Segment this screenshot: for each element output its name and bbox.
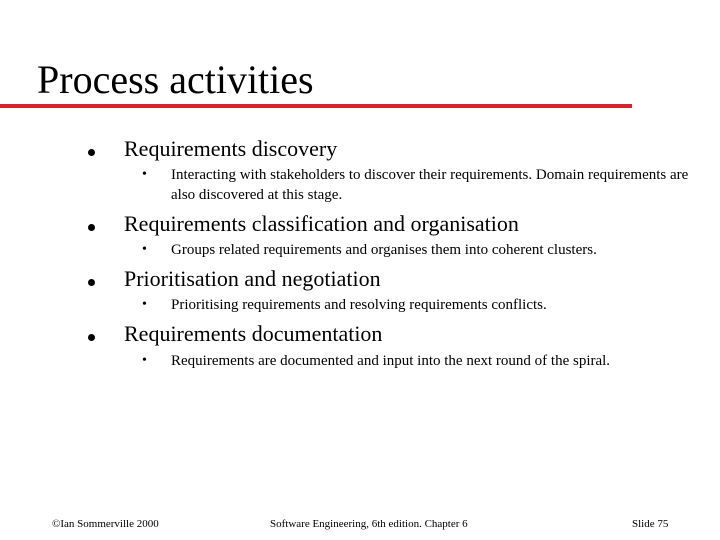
sub-item-text: Groups related requirements and organises them into coherent clusters. (171, 242, 597, 258)
sub-bullet: • (142, 167, 147, 182)
sub-bullet: • (142, 353, 147, 368)
bullet-dot (88, 149, 95, 156)
bullet-dot (88, 334, 95, 341)
list-item-label: Requirements classification and organisation (124, 211, 519, 236)
bullet-dot (88, 224, 95, 231)
list-item-label: Prioritisation and negotiation (124, 266, 381, 291)
sub-item-text: Requirements are documented and input into the next round of the spiral. (171, 353, 611, 369)
list-item-label: Requirements documentation (124, 321, 383, 346)
bullet-dot (88, 279, 95, 286)
sub-bullet: • (142, 242, 147, 257)
sub-bullet: • (142, 297, 147, 312)
sub-item-text: Interacting with stakeholders to discover their requirements. Domain requirements are also discovered at this stage. (171, 167, 689, 203)
slide-title: Process activities (37, 57, 314, 102)
sub-item-text: Prioritising requirements and resolving requirements conflicts. (171, 297, 547, 313)
list-item-label: Requirements discovery (124, 136, 338, 161)
footer-slide-number: Slide 75 (632, 518, 669, 530)
footer-copyright: ©Ian Sommerville 2000 (52, 518, 159, 530)
footer-book-title: Software Engineering, 6th edition. Chapter 6 (270, 518, 468, 530)
